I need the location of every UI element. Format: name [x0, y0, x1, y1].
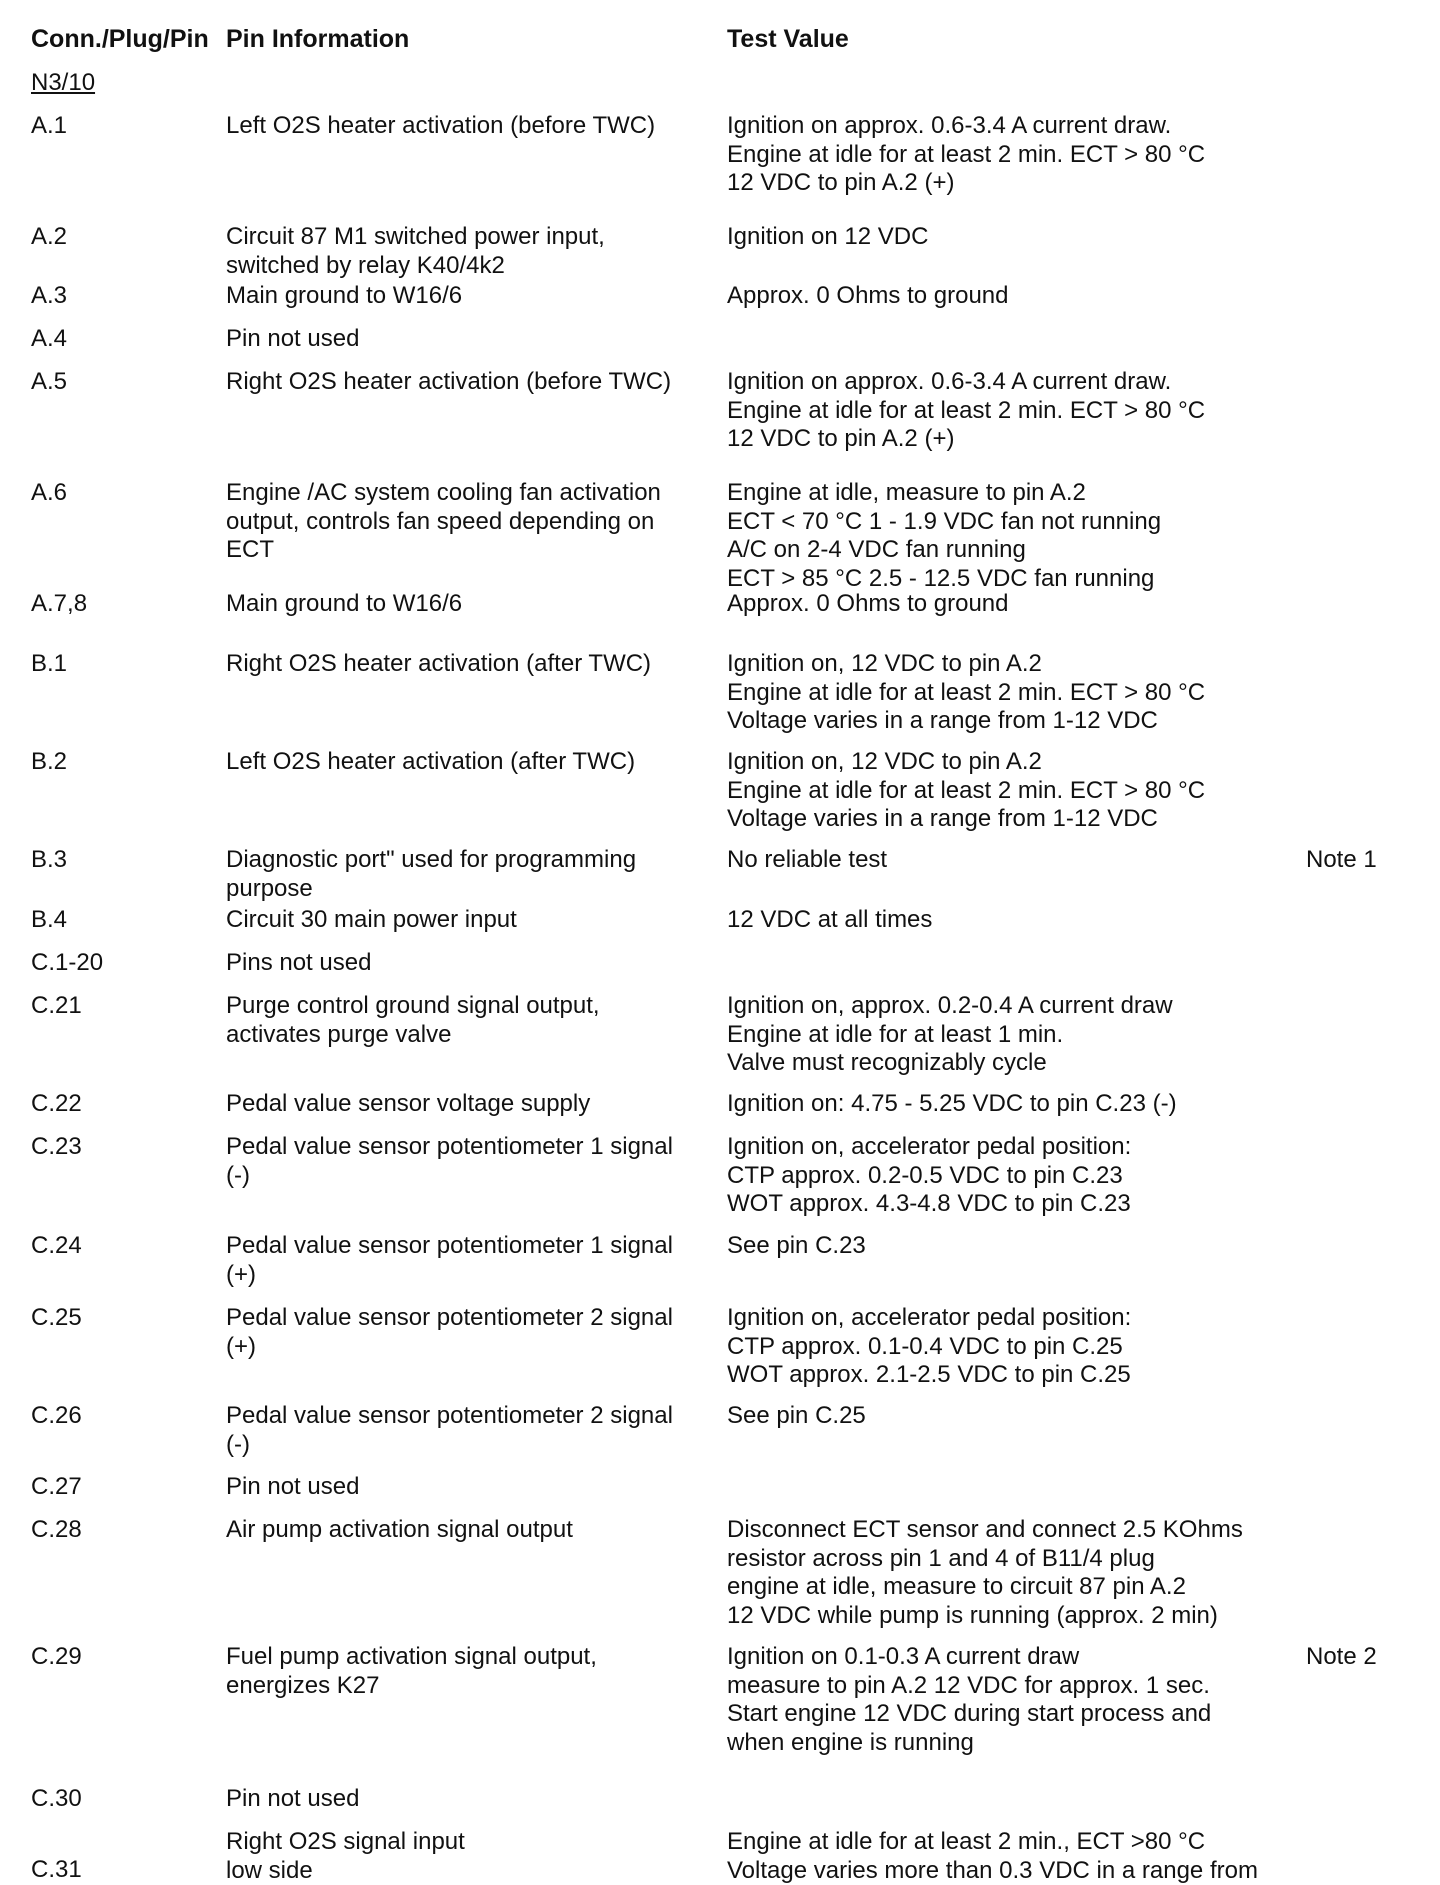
pin-information-line: Pedal value sensor potentiometer 2 signal — [226, 1304, 716, 1333]
pin-information-line: Pedal value sensor potentiometer 1 signal — [226, 1133, 716, 1162]
pin-information — [226, 992, 716, 1049]
pin-information-line: output, controls fan speed depending on — [226, 508, 716, 537]
test-value — [727, 748, 1287, 834]
pin-information-line: low side — [226, 1857, 716, 1885]
test-value — [727, 112, 1287, 198]
pin-id: A.3 — [31, 282, 211, 311]
test-value-line: WOT approx. 2.1-2.5 VDC to pin C.25 — [727, 1361, 1287, 1390]
pin-id: C.28 — [31, 1516, 211, 1545]
pin-information-line: Pedal value sensor voltage supply — [226, 1090, 716, 1119]
pin-information-line: ECT — [226, 536, 716, 565]
pin-information-line: (-) — [226, 1431, 716, 1460]
pin-information-line: Right O2S heater activation (before TWC) — [226, 368, 716, 397]
pin-information — [226, 906, 716, 935]
pin-information-line: Pedal value sensor potentiometer 1 signal — [226, 1232, 716, 1261]
test-value — [727, 992, 1287, 1078]
pin-information-line: Right O2S signal input — [226, 1828, 716, 1857]
pin-information — [226, 1828, 716, 1885]
pin-id: B.4 — [31, 906, 211, 935]
test-value-line: Valve must recognizably cycle — [727, 1049, 1287, 1078]
test-value — [727, 846, 1287, 875]
pin-id: C.21 — [31, 992, 211, 1021]
pin-information-line: energizes K27 — [226, 1672, 716, 1701]
test-value — [727, 1828, 1287, 1885]
pin-information — [226, 1643, 716, 1700]
pin-information-line: (+) — [226, 1333, 716, 1362]
test-value-line: engine at idle, measure to circuit 87 pin A.2 — [727, 1573, 1287, 1602]
pin-information-line: Pin not used — [226, 1473, 716, 1502]
test-value-line: Engine at idle for at least 2 min. ECT > 80 °C — [727, 679, 1287, 708]
pin-information-line: Air pump activation signal output — [226, 1516, 716, 1545]
pin-information-line: Engine /AC system cooling fan activation — [226, 479, 716, 508]
test-value-line: 12 VDC at all times — [727, 906, 1287, 935]
pin-id: C.23 — [31, 1133, 211, 1162]
connector-label: N3/10 — [31, 69, 95, 97]
pin-information — [226, 1785, 716, 1814]
test-value-line: See pin C.25 — [727, 1402, 1287, 1431]
pin-information — [226, 223, 716, 280]
test-value-line: resistor across pin 1 and 4 of B11/4 plug — [727, 1545, 1287, 1574]
test-value-line: Ignition on approx. 0.6-3.4 A current draw. — [727, 368, 1287, 397]
pin-information — [226, 479, 716, 565]
pin-information-line: Circuit 30 main power input — [226, 906, 716, 935]
test-value-line: ECT < 70 °C 1 - 1.9 VDC fan not running — [727, 508, 1287, 537]
test-value-line: Ignition on, approx. 0.2-0.4 A current draw — [727, 992, 1287, 1021]
pin-id: C.27 — [31, 1473, 211, 1502]
pin-information — [226, 846, 716, 903]
pin-information — [226, 1090, 716, 1119]
pin-id: B.2 — [31, 748, 211, 777]
test-value — [727, 906, 1287, 935]
test-value-line: ECT > 85 °C 2.5 - 12.5 VDC fan running — [727, 565, 1287, 594]
test-value-line: Approx. 0 Ohms to ground — [727, 590, 1287, 619]
test-value-line: 12 VDC while pump is running (approx. 2 min) — [727, 1602, 1287, 1631]
pin-information-line: Pin not used — [226, 1785, 716, 1814]
pin-information-line: Pedal value sensor potentiometer 2 signal — [226, 1402, 716, 1431]
pin-information-line: Circuit 87 M1 switched power input, — [226, 223, 716, 252]
pin-id: A.5 — [31, 368, 211, 397]
test-value-line: Ignition on, 12 VDC to pin A.2 — [727, 650, 1287, 679]
pin-id: C.30 — [31, 1785, 211, 1814]
test-value — [727, 1516, 1287, 1630]
pin-information — [226, 748, 716, 777]
test-value — [727, 1090, 1287, 1119]
pin-id: C.31 — [31, 1856, 211, 1885]
pin-id: A.4 — [31, 325, 211, 354]
test-value-line: Engine at idle for at least 2 min. ECT > 80 °C — [727, 141, 1287, 170]
pin-id: C.24 — [31, 1232, 211, 1261]
test-value — [727, 1133, 1287, 1219]
pin-information — [226, 1304, 716, 1361]
test-value-line: WOT approx. 4.3-4.8 VDC to pin C.23 — [727, 1190, 1287, 1219]
header-pin-information: Pin Information — [226, 25, 409, 54]
pin-information — [226, 112, 716, 141]
pin-information — [226, 949, 716, 978]
pin-id: A.2 — [31, 223, 211, 252]
test-value-line: Ignition on 12 VDC — [727, 223, 1287, 252]
pin-id: B.1 — [31, 650, 211, 679]
pin-information — [226, 282, 716, 311]
test-value — [727, 1304, 1287, 1390]
pin-information-line: (+) — [226, 1261, 716, 1290]
pin-id: C.29 — [31, 1643, 211, 1672]
pin-information-line: switched by relay K40/4k2 — [226, 252, 716, 281]
pin-information — [226, 590, 716, 619]
pin-id: C.1-20 — [31, 949, 211, 978]
test-value-line: 12 VDC to pin A.2 (+) — [727, 169, 1287, 198]
pin-information — [226, 368, 716, 397]
pin-information — [226, 1232, 716, 1289]
test-value — [727, 479, 1287, 593]
test-value — [727, 1402, 1287, 1431]
test-value-line: CTP approx. 0.1-0.4 VDC to pin C.25 — [727, 1333, 1287, 1362]
pin-information-line: (-) — [226, 1162, 716, 1191]
pin-information-line: Purge control ground signal output, — [226, 992, 716, 1021]
pin-id: C.22 — [31, 1090, 211, 1119]
test-value-line: Disconnect ECT sensor and connect 2.5 KOhms — [727, 1516, 1287, 1545]
test-value-line: A/C on 2-4 VDC fan running — [727, 536, 1287, 565]
header-test-value: Test Value — [727, 25, 849, 54]
pin-information — [226, 650, 716, 679]
note-reference: Note 2 — [1306, 1643, 1416, 1672]
pin-information — [226, 325, 716, 354]
test-value-line: measure to pin A.2 12 VDC for approx. 1 sec. — [727, 1672, 1287, 1701]
test-value-line: Ignition on, 12 VDC to pin A.2 — [727, 748, 1287, 777]
pin-id: C.25 — [31, 1304, 211, 1333]
pin-information — [226, 1473, 716, 1502]
test-value-line: Engine at idle for at least 2 min. ECT > 80 °C — [727, 777, 1287, 806]
note-reference: Note 1 — [1306, 846, 1416, 875]
pin-id: C.26 — [31, 1402, 211, 1431]
test-value-line: See pin C.23 — [727, 1232, 1287, 1261]
pin-information-line: Diagnostic port" used for programming — [226, 846, 716, 875]
test-value-line: Voltage varies in a range from 1-12 VDC — [727, 805, 1287, 834]
test-value-line: Ignition on 0.1-0.3 A current draw — [727, 1643, 1287, 1672]
pin-information-line: Fuel pump activation signal output, — [226, 1643, 716, 1672]
test-value-line: Engine at idle for at least 2 min., ECT >80 °C — [727, 1828, 1287, 1857]
pin-information-line: Right O2S heater activation (after TWC) — [226, 650, 716, 679]
test-value-line: Engine at idle for at least 1 min. — [727, 1021, 1287, 1050]
test-value-line: Ignition on, accelerator pedal position: — [727, 1133, 1287, 1162]
test-value-line: Ignition on approx. 0.6-3.4 A current draw. — [727, 112, 1287, 141]
pin-information-line: Left O2S heater activation (before TWC) — [226, 112, 716, 141]
test-value — [727, 590, 1287, 619]
test-value — [727, 223, 1287, 252]
pin-information-line: Pins not used — [226, 949, 716, 978]
test-value-line: Ignition on: 4.75 - 5.25 VDC to pin C.23 (-) — [727, 1090, 1287, 1119]
pin-id: A.1 — [31, 112, 211, 141]
pin-id: B.3 — [31, 846, 211, 875]
pin-information-line: Pin not used — [226, 325, 716, 354]
test-value-line: when engine is running — [727, 1729, 1287, 1758]
test-value-line: Voltage varies more than 0.3 VDC in a range from — [727, 1857, 1287, 1885]
test-value-line: Approx. 0 Ohms to ground — [727, 282, 1287, 311]
pin-information — [226, 1402, 716, 1459]
test-value — [727, 650, 1287, 736]
test-value-line: Engine at idle for at least 2 min. ECT > 80 °C — [727, 397, 1287, 426]
pin-information-line: purpose — [226, 875, 716, 904]
test-value-line: CTP approx. 0.2-0.5 VDC to pin C.23 — [727, 1162, 1287, 1191]
pin-information — [226, 1516, 716, 1545]
test-value — [727, 1232, 1287, 1261]
pin-information — [226, 1133, 716, 1190]
pin-id: A.6 — [31, 479, 211, 508]
pin-id: A.7,8 — [31, 590, 211, 619]
pin-information-line: Main ground to W16/6 — [226, 282, 716, 311]
test-value-line: Start engine 12 VDC during start process and — [727, 1700, 1287, 1729]
test-value-line: No reliable test — [727, 846, 1287, 875]
header-conn-plug-pin: Conn./Plug/Pin — [31, 25, 209, 54]
pin-information-line: Main ground to W16/6 — [226, 590, 716, 619]
test-value-line: 12 VDC to pin A.2 (+) — [727, 425, 1287, 454]
test-value-line: Engine at idle, measure to pin A.2 — [727, 479, 1287, 508]
test-value — [727, 368, 1287, 454]
pin-information-line: Left O2S heater activation (after TWC) — [226, 748, 716, 777]
test-value — [727, 1643, 1287, 1757]
test-value-line: Ignition on, accelerator pedal position: — [727, 1304, 1287, 1333]
test-value-line: Voltage varies in a range from 1-12 VDC — [727, 707, 1287, 736]
test-value — [727, 282, 1287, 311]
pin-information-line: activates purge valve — [226, 1021, 716, 1050]
